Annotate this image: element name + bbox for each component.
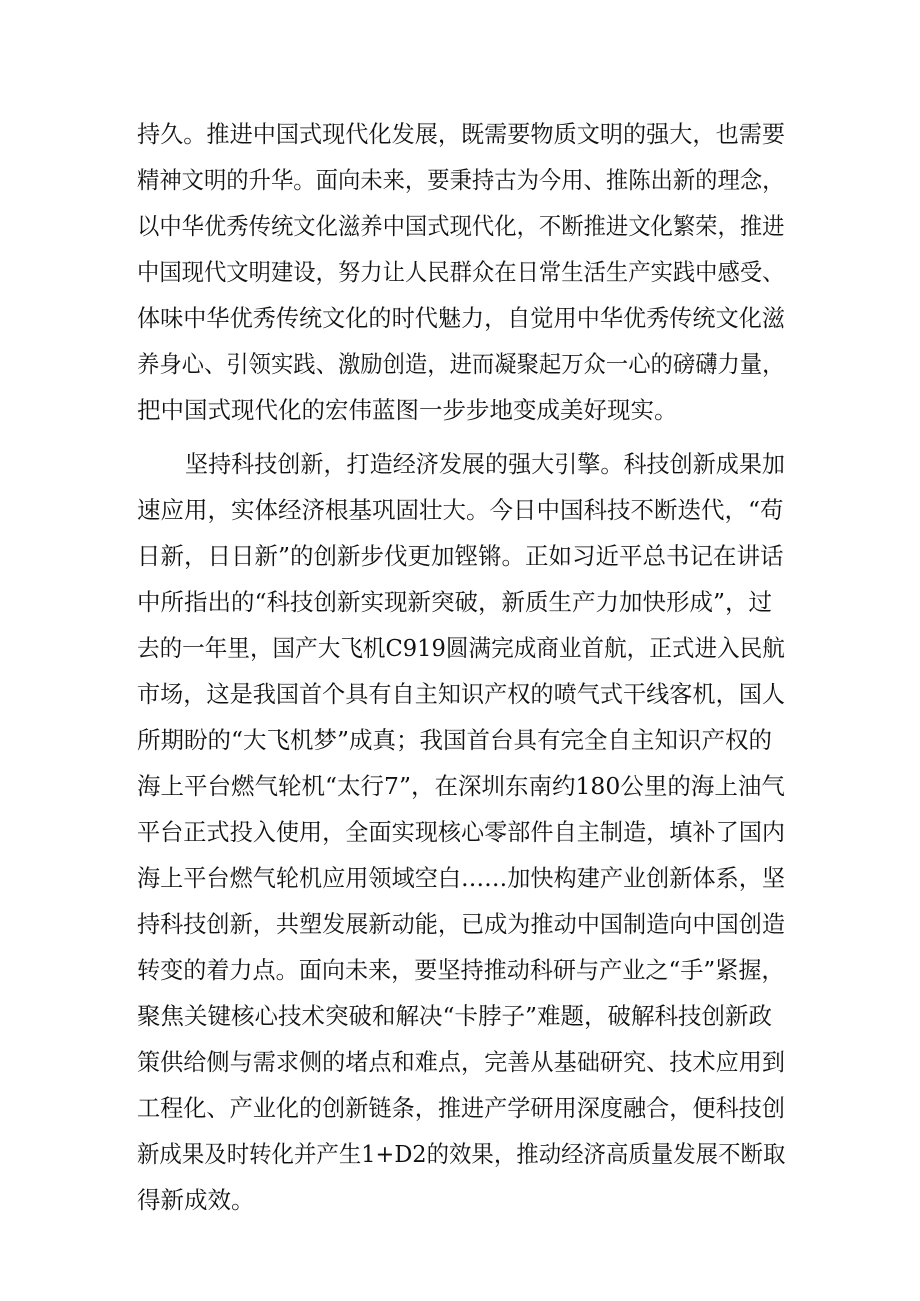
line-text: 坚持科技创新，打造经济发展的强大引擎。科技创新成果加 <box>185 450 786 478</box>
paragraph-2-line <box>0 1134 920 1174</box>
paragraph-2-line <box>0 996 920 1036</box>
line-text: 体味中华优秀传统文化的时代魅力，自觉用中华优秀传统文化滋 <box>137 304 785 332</box>
paragraph-2-line <box>0 582 920 622</box>
line-text: 得新成效。 <box>137 1186 255 1214</box>
paragraph-2-line <box>0 444 920 484</box>
line-text: 新成果及时转化并产生1+D2的效果，推动经济高质量发展不断取 <box>137 1140 786 1168</box>
paragraph-2-line <box>0 490 920 530</box>
paragraph-1-line <box>0 390 920 430</box>
line-text: 精神文明的升华。面向未来，要秉持古为今用、推陈出新的理念， <box>137 166 785 194</box>
paragraph-1-line <box>0 252 920 292</box>
line-text: 海上平台燃气轮机应用领域空白……加快构建产业创新体系，坚 <box>137 864 785 892</box>
line-text: 中所指出的“科技创新实现新突破，新质生产力加快形成”，过 <box>137 588 773 616</box>
paragraph-2-line <box>0 950 920 990</box>
paragraph-2-line <box>0 628 920 668</box>
line-text: 去的一年里，国产大飞机C919圆满完成商业首航，正式进入民航 <box>137 634 785 662</box>
line-text: 速应用，实体经济根基巩固壮大。今日中国科技不断迭代，“苟 <box>137 496 784 524</box>
paragraph-1-line <box>0 298 920 338</box>
paragraph-2-line <box>0 812 920 852</box>
line-text: 持久。推进中国式现代化发展，既需要物质文明的强大，也需要 <box>137 120 785 148</box>
paragraph-1-line <box>0 160 920 200</box>
paragraph-2-line <box>0 904 920 944</box>
line-text: 市场，这是我国首个具有自主知识产权的喷气式干线客机，国人 <box>137 680 785 708</box>
paragraph-2-line <box>0 1042 920 1082</box>
line-text: 聚焦关键核心技术突破和解决“卡脖子”难题，破解科技创新政 <box>137 1002 773 1030</box>
paragraph-2-line <box>0 674 920 714</box>
line-text: 以中华优秀传统文化滋养中国式现代化，不断推进文化繁荣，推进 <box>137 212 785 240</box>
line-text: 海上平台燃气轮机“太行7”，在深圳东南约180公里的海上油气 <box>137 772 785 800</box>
line-text: 平台正式投入使用，全面实现核心零部件自主制造，填补了国内 <box>137 818 785 846</box>
line-text: 工程化、产业化的创新链条，推进产学研用深度融合，便科技创 <box>137 1094 785 1122</box>
line-text: 转变的着力点。面向未来，要坚持推动科研与产业之“手”紧握， <box>137 956 785 984</box>
line-text: 日新，日日新”的创新步伐更加铿锵。正如习近平总书记在讲话 <box>137 542 784 570</box>
line-text: 中国现代文明建设，努力让人民群众在日常生活生产实践中感受、 <box>137 258 785 286</box>
paragraph-2-line <box>0 766 920 806</box>
paragraph-2-line <box>0 536 920 576</box>
paragraph-1-line <box>0 344 920 384</box>
paragraph-1-line <box>0 114 920 154</box>
line-text: 养身心、引领实践、激励创造，进而凝聚起万众一心的磅礴力量， <box>137 350 785 378</box>
line-text: 把中国式现代化的宏伟蓝图一步步地变成美好现实。 <box>137 396 678 424</box>
paragraph-1-line <box>0 206 920 246</box>
line-text: 所期盼的“大飞机梦”成真；我国首台具有完全自主知识产权的 <box>137 726 773 754</box>
paragraph-2-line <box>0 1180 920 1220</box>
paragraph-2-line <box>0 1088 920 1128</box>
line-text: 策供给侧与需求侧的堵点和难点，完善从基础研究、技术应用到 <box>137 1048 785 1076</box>
paragraph-2-line <box>0 720 920 760</box>
line-text: 持科技创新，共塑发展新动能，已成为推动中国制造向中国创造 <box>137 910 785 938</box>
paragraph-2-line <box>0 858 920 898</box>
